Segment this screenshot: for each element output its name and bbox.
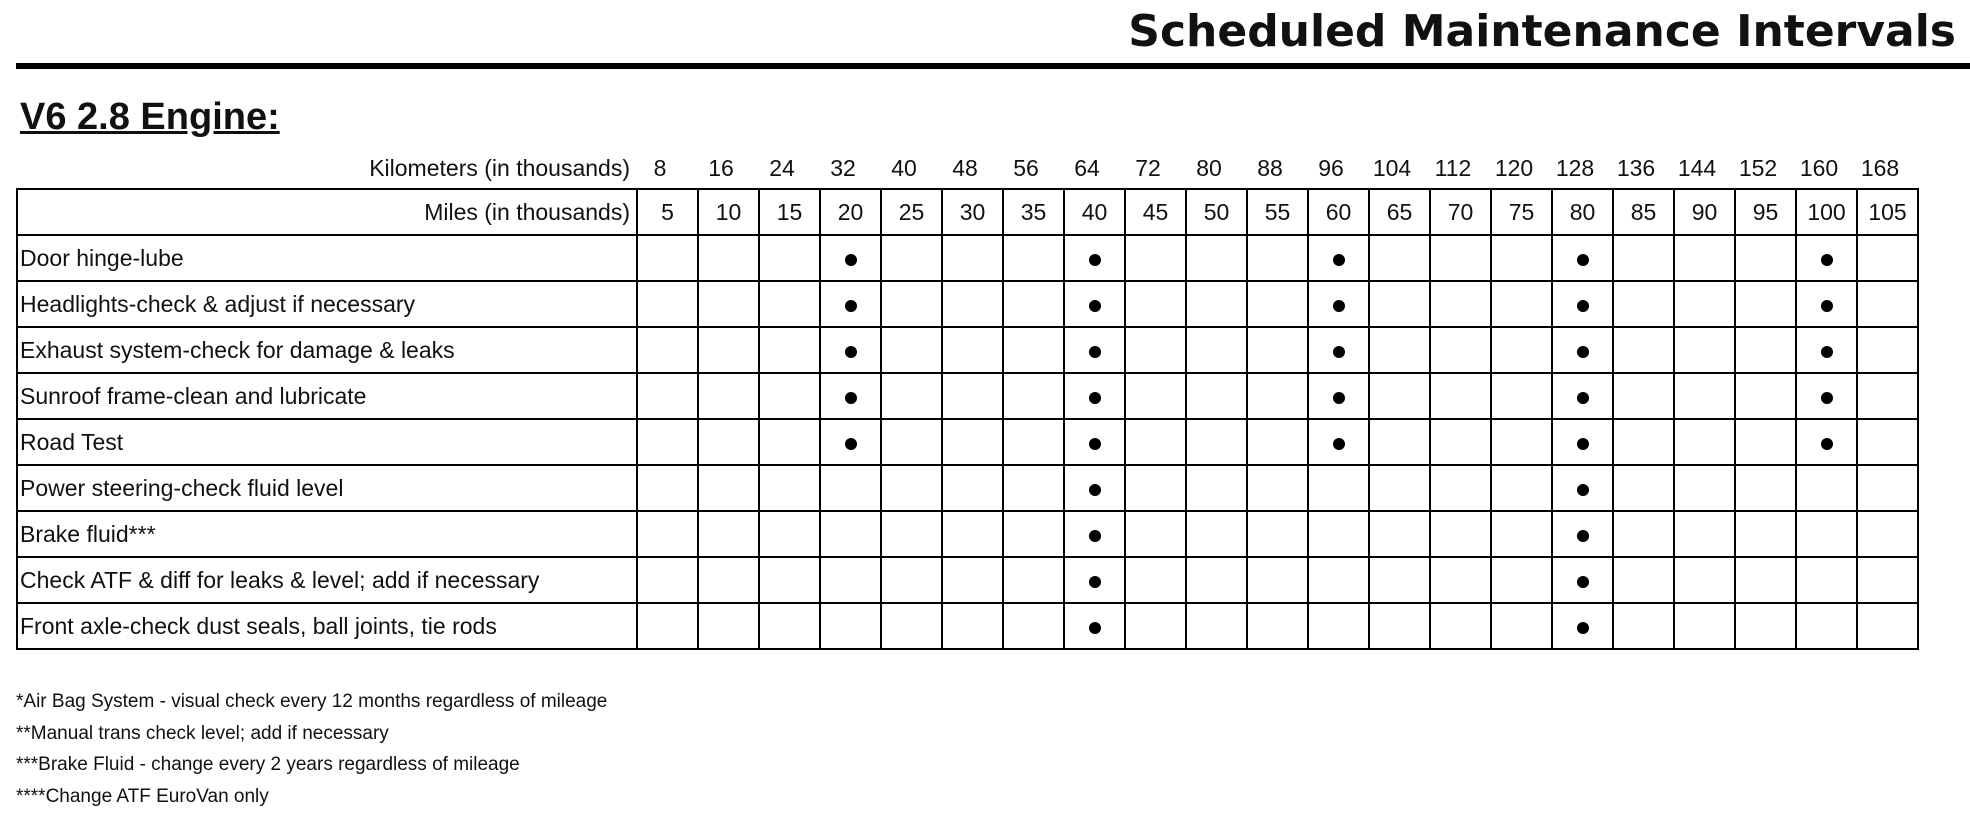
interval-cell [881,327,942,373]
table-row [17,373,1918,419]
interval-cell [1491,373,1552,419]
interval-cell [881,603,942,649]
interval-cell [1064,511,1125,557]
interval-cell [1308,281,1369,327]
interval-cell [1369,557,1430,603]
interval-cell [1247,419,1308,465]
interval-cell [1857,327,1918,373]
interval-cell [1430,327,1491,373]
interval-cell [1064,557,1125,603]
interval-cell [1491,281,1552,327]
interval-cell [942,603,1003,649]
interval-cell [1552,511,1613,557]
table-row [17,235,1918,281]
interval-cell [1674,419,1735,465]
interval-cell [1857,281,1918,327]
interval-cell [1247,235,1308,281]
service-dot-icon [1821,254,1833,266]
interval-cell [1796,419,1857,465]
km-value: 104 [1372,155,1412,181]
interval-cell [1796,465,1857,511]
service-dot-icon [1333,254,1345,266]
service-dot-icon [1333,346,1345,358]
service-dot-icon [1577,622,1589,634]
service-dot-icon [1577,438,1589,450]
interval-cell [1186,235,1247,281]
interval-cell [1369,373,1430,419]
interval-cell [637,603,698,649]
km-value: 80 [1196,155,1222,181]
interval-cell [881,281,942,327]
interval-cell [881,235,942,281]
service-item-label: Headlights-check & adjust if necessary [17,281,637,327]
interval-cell [820,557,881,603]
km-value: 24 [769,155,795,181]
interval-cell [1857,603,1918,649]
km-value: 136 [1616,155,1656,181]
km-value: 152 [1738,155,1778,181]
interval-cell [820,465,881,511]
km-value: 144 [1677,155,1717,181]
service-dot-icon [1089,254,1101,266]
service-item-label: Exhaust system-check for damage & leaks [17,327,637,373]
interval-cell [1674,465,1735,511]
interval-cell [1125,511,1186,557]
kilometers-header-row [0,150,1970,186]
interval-cell [698,281,759,327]
interval-cell [881,465,942,511]
interval-cell [759,373,820,419]
service-item-label: Check ATF & diff for leaks & level; add if necessary [17,557,637,603]
interval-cell [881,419,942,465]
interval-cell [1674,327,1735,373]
interval-cell [1857,235,1918,281]
table-row [17,327,1918,373]
interval-cell [1125,281,1186,327]
interval-cell [1369,235,1430,281]
miles-value: 105 [1857,189,1918,235]
interval-cell [1247,373,1308,419]
interval-cell [1064,235,1125,281]
interval-cell [1308,235,1369,281]
interval-cell [1735,235,1796,281]
interval-cell [881,511,942,557]
service-dot-icon [1821,300,1833,312]
interval-cell [1308,511,1369,557]
footnote: ***Brake Fluid - change every 2 years regardless of mileage [16,754,520,775]
miles-value: 95 [1735,189,1796,235]
service-dot-icon [1577,484,1589,496]
km-value: 72 [1135,155,1161,181]
service-item-label: Sunroof frame-clean and lubricate [17,373,637,419]
interval-cell [698,419,759,465]
service-dot-icon [1089,484,1101,496]
interval-cell [1796,557,1857,603]
interval-cell [637,557,698,603]
miles-value: 65 [1369,189,1430,235]
interval-cell [1491,557,1552,603]
interval-cell [1613,327,1674,373]
interval-cell [637,327,698,373]
interval-cell [1735,419,1796,465]
interval-cell [1552,235,1613,281]
interval-cell [1186,603,1247,649]
interval-cell [1674,603,1735,649]
interval-cell [759,557,820,603]
miles-value: 10 [698,189,759,235]
interval-cell [1186,511,1247,557]
interval-cell [1186,327,1247,373]
km-value: 120 [1494,155,1534,181]
interval-cell [820,235,881,281]
km-value: 96 [1318,155,1344,181]
interval-cell [1857,465,1918,511]
interval-cell [1735,465,1796,511]
interval-cell [1674,511,1735,557]
interval-cell [1552,419,1613,465]
interval-cell [1674,373,1735,419]
interval-cell [1186,373,1247,419]
interval-cell [1430,373,1491,419]
km-value: 56 [1013,155,1039,181]
section-title: V6 2.8 Engine: [20,96,280,138]
interval-cell [1735,281,1796,327]
interval-cell [1613,511,1674,557]
service-dot-icon [1577,346,1589,358]
interval-cell [1674,235,1735,281]
interval-cell [698,235,759,281]
interval-cell [1064,603,1125,649]
interval-cell [1003,373,1064,419]
miles-value: 90 [1674,189,1735,235]
interval-cell [1674,557,1735,603]
miles-value: 55 [1247,189,1308,235]
interval-cell [942,511,1003,557]
interval-cell [698,511,759,557]
table-row [17,603,1918,649]
km-value: 128 [1555,155,1595,181]
service-item-label: Road Test [17,419,637,465]
interval-cell [698,557,759,603]
interval-cell [1796,373,1857,419]
miles-value: 40 [1064,189,1125,235]
interval-cell [759,511,820,557]
interval-cell [1552,603,1613,649]
interval-cell [942,557,1003,603]
interval-cell [820,327,881,373]
title-divider [16,63,1970,69]
interval-cell [1125,327,1186,373]
interval-cell [698,327,759,373]
interval-cell [1247,511,1308,557]
service-dot-icon [1089,576,1101,588]
miles-value: 80 [1552,189,1613,235]
service-dot-icon [1089,438,1101,450]
interval-cell [1125,557,1186,603]
interval-cell [1735,603,1796,649]
interval-cell [1186,419,1247,465]
interval-cell [1552,557,1613,603]
interval-cell [1796,603,1857,649]
interval-cell [1247,603,1308,649]
miles-value: 50 [1186,189,1247,235]
interval-cell [1857,511,1918,557]
interval-cell [1796,235,1857,281]
interval-cell [1247,557,1308,603]
interval-cell [1735,327,1796,373]
interval-cell [1796,281,1857,327]
interval-cell [1003,603,1064,649]
interval-cell [1369,327,1430,373]
interval-cell [1491,235,1552,281]
interval-cell [1186,557,1247,603]
miles-value: 100 [1796,189,1857,235]
interval-cell [698,465,759,511]
interval-cell [1369,603,1430,649]
service-dot-icon [1333,438,1345,450]
km-value: 88 [1257,155,1283,181]
interval-cell [1613,373,1674,419]
interval-cell [1613,603,1674,649]
service-item-label: Front axle-check dust seals, ball joints, tie rods [17,603,637,649]
interval-cell [1308,373,1369,419]
service-dot-icon [845,438,857,450]
footnote: ****Change ATF EuroVan only [16,785,269,807]
service-dot-icon [1821,392,1833,404]
interval-cell [1613,235,1674,281]
interval-cell [1857,373,1918,419]
footnotes [16,686,607,812]
service-dot-icon [845,346,857,358]
interval-cell [1796,511,1857,557]
miles-value: 35 [1003,189,1064,235]
interval-cell [1247,327,1308,373]
interval-cell [1491,419,1552,465]
km-value: 40 [891,155,917,181]
interval-cell [1308,603,1369,649]
interval-cell [1430,603,1491,649]
service-dot-icon [1821,346,1833,358]
service-dot-icon [1577,530,1589,542]
km-value: 168 [1860,155,1900,181]
interval-cell [1369,419,1430,465]
interval-cell [1247,465,1308,511]
footnote: **Manual trans check level; add if necessary [16,722,389,744]
interval-cell [1430,281,1491,327]
interval-cell [942,327,1003,373]
service-dot-icon [1577,300,1589,312]
interval-cell [637,281,698,327]
interval-cell [820,281,881,327]
service-dot-icon [1821,438,1833,450]
interval-cell [1064,419,1125,465]
service-dot-icon [1333,392,1345,404]
interval-cell [759,465,820,511]
service-dot-icon [1089,622,1101,634]
interval-cell [1003,327,1064,373]
interval-cell [820,373,881,419]
service-dot-icon [1089,346,1101,358]
interval-cell [1491,511,1552,557]
service-dot-icon [1577,576,1589,588]
interval-cell [1308,465,1369,511]
interval-cell [1003,557,1064,603]
interval-cell [1552,465,1613,511]
interval-cell [820,511,881,557]
interval-cell [1430,235,1491,281]
interval-cell [637,419,698,465]
service-dot-icon [1089,300,1101,312]
interval-cell [698,603,759,649]
kilometers-label: Kilometers (in thousands) [369,155,630,181]
interval-cell [1003,465,1064,511]
km-value: 32 [830,155,856,181]
interval-cell [1003,235,1064,281]
page-title: Scheduled Maintenance Intervals [1128,6,1956,57]
km-value: 64 [1074,155,1100,181]
interval-cell [1491,327,1552,373]
miles-value: 60 [1308,189,1369,235]
interval-cell [1430,557,1491,603]
interval-cell [942,465,1003,511]
interval-cell [1491,603,1552,649]
interval-cell [1430,511,1491,557]
interval-cell [1125,603,1186,649]
miles-label: Miles (in thousands) [17,189,637,235]
interval-cell [1369,511,1430,557]
interval-cell [942,419,1003,465]
miles-value: 75 [1491,189,1552,235]
interval-cell [942,235,1003,281]
interval-cell [1064,327,1125,373]
footnote: *Air Bag System - visual check every 12 months regardless of mileage [16,691,608,712]
interval-cell [1308,327,1369,373]
interval-cell [1857,419,1918,465]
interval-cell [820,603,881,649]
service-dot-icon [1333,300,1345,312]
miles-value: 30 [942,189,1003,235]
interval-cell [1125,419,1186,465]
miles-value: 20 [820,189,881,235]
miles-value: 45 [1125,189,1186,235]
interval-cell [820,419,881,465]
interval-cell [1735,373,1796,419]
interval-cell [1796,327,1857,373]
km-value: 16 [708,155,734,181]
interval-cell [1735,511,1796,557]
miles-value: 70 [1430,189,1491,235]
interval-cell [1735,557,1796,603]
interval-cell [759,235,820,281]
interval-cell [637,465,698,511]
interval-cell [1064,281,1125,327]
interval-cell [1003,511,1064,557]
miles-value: 85 [1613,189,1674,235]
miles-value: 25 [881,189,942,235]
interval-cell [759,281,820,327]
interval-cell [1613,419,1674,465]
interval-cell [881,373,942,419]
interval-cell [1125,465,1186,511]
interval-cell [1125,235,1186,281]
interval-cell [1064,373,1125,419]
table-row [17,557,1918,603]
service-item-label: Brake fluid*** [17,511,637,557]
interval-cell [1552,327,1613,373]
interval-cell [1613,465,1674,511]
service-dot-icon [1577,254,1589,266]
interval-cell [759,327,820,373]
interval-cell [1186,465,1247,511]
service-dot-icon [1577,392,1589,404]
interval-cell [881,557,942,603]
interval-cell [942,281,1003,327]
maintenance-table [16,188,1919,650]
interval-cell [1430,465,1491,511]
service-item-label: Power steering-check fluid level [17,465,637,511]
interval-cell [1125,373,1186,419]
table-row [17,465,1918,511]
km-value: 8 [653,155,667,181]
interval-cell [1186,281,1247,327]
interval-cell [1308,557,1369,603]
interval-cell [759,419,820,465]
km-value: 48 [952,155,978,181]
table-row [17,419,1918,465]
interval-cell [637,373,698,419]
interval-cell [1613,557,1674,603]
interval-cell [1491,465,1552,511]
interval-cell [1003,419,1064,465]
interval-cell [1552,281,1613,327]
interval-cell [1674,281,1735,327]
table-row [17,511,1918,557]
interval-cell [1369,281,1430,327]
miles-header-row [17,189,1918,235]
service-dot-icon [845,300,857,312]
service-dot-icon [1089,530,1101,542]
interval-cell [1369,465,1430,511]
service-dot-icon [845,254,857,266]
km-value: 112 [1434,155,1472,181]
interval-cell [1552,373,1613,419]
service-dot-icon [1089,392,1101,404]
interval-cell [942,373,1003,419]
service-dot-icon [845,392,857,404]
km-value: 160 [1799,155,1839,181]
service-item-label: Door hinge-lube [17,235,637,281]
interval-cell [637,235,698,281]
interval-cell [1430,419,1491,465]
miles-value: 15 [759,189,820,235]
interval-cell [1308,419,1369,465]
interval-cell [1857,557,1918,603]
interval-cell [1247,281,1308,327]
interval-cell [637,511,698,557]
interval-cell [759,603,820,649]
interval-cell [1064,465,1125,511]
interval-cell [1613,281,1674,327]
interval-cell [698,373,759,419]
miles-value: 5 [637,189,698,235]
table-row [17,281,1918,327]
interval-cell [1003,281,1064,327]
